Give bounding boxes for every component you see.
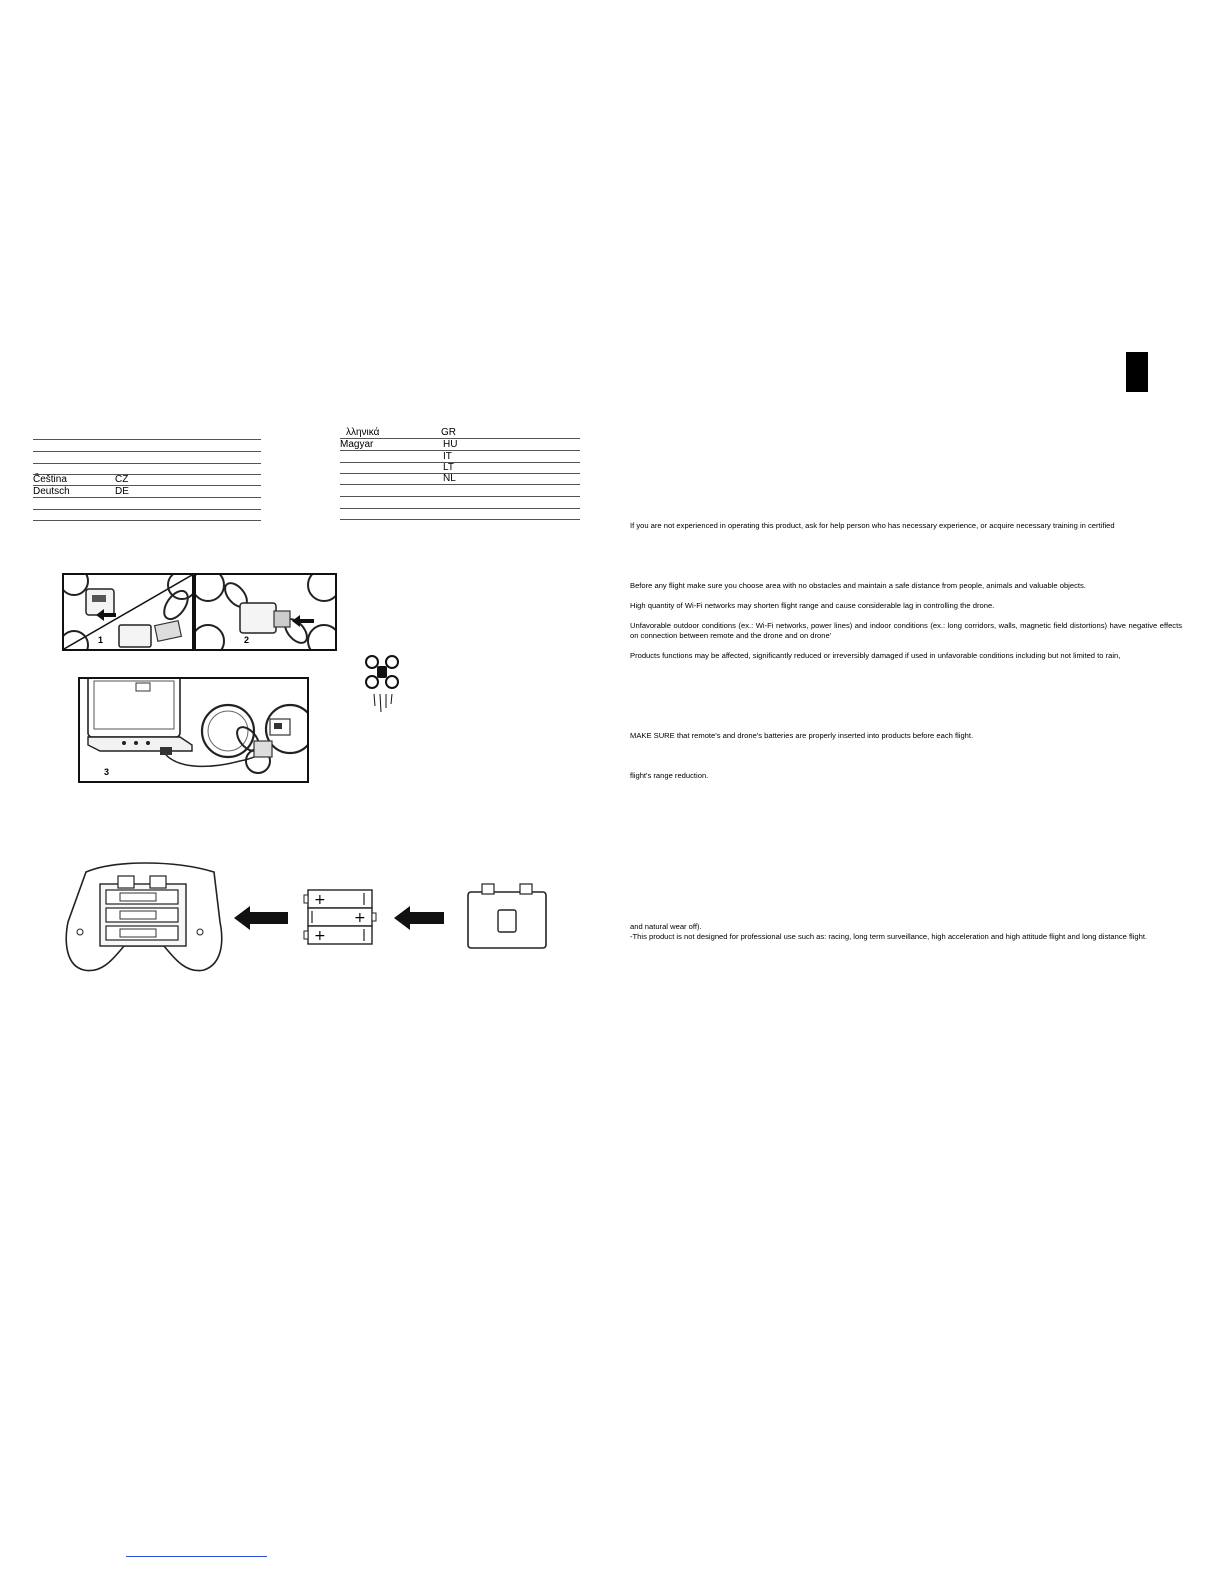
safety-paragraph-1: If you are not experienced in operating this product, ask for help person who has necessary experience, or acquire necessary training in certified: [630, 521, 1115, 530]
language-table-left: [33, 428, 261, 524]
safety-paragraph-3: High quantity of Wi-Fi networks may shorten flight range and cause considerable lag in controlling the drone.: [630, 601, 995, 610]
section-marker: [1126, 352, 1148, 392]
remote-controller-battery-diagram: [64, 862, 554, 974]
drone-battery-diagram-2: [196, 575, 335, 649]
language-row-it: IT: [340, 451, 580, 463]
language-table-right: [340, 427, 580, 523]
figure-step-3-usb-charging: [78, 677, 309, 783]
safety-paragraph-5: Products functions may be affected, significantly reduced or irreversibly damaged if used in unfavorable conditions including but not limited to rain,: [630, 651, 1121, 660]
footer-link-underline[interactable]: [126, 1556, 267, 1557]
laptop-usb-charging-diagram: [80, 679, 307, 781]
safety-paragraph-6: MAKE SURE that remote's and drone's batteries are properly inserted into products before each flight.: [630, 731, 974, 740]
figure-step-1-battery-removal: [62, 573, 194, 651]
language-row-lt: LT: [340, 462, 580, 474]
safety-paragraph-4: Unfavorable outdoor conditions (ex.: Wi-Fi networks, power lines) and indoor conditions (ex.: long corridors, walls, magnetic field distortions) have negative effects on connection between remote and the drone and on drone': [630, 621, 1182, 640]
drone-descending-icon: [364, 652, 400, 718]
svg-text:+: +: [314, 892, 326, 908]
figure-step-2-battery-insertion: [194, 573, 337, 651]
step-1-label: 1: [98, 635, 104, 645]
svg-text:+: +: [354, 910, 366, 926]
step-3-label: 3: [104, 767, 110, 777]
safety-paragraph-2: Before any flight make sure you choose area with no obstacles and maintain a safe distance from people, animals and valuable objects.: [630, 581, 1086, 590]
safety-paragraph-8: and natural wear off).: [630, 922, 702, 931]
step-2-label: 2: [244, 635, 250, 645]
safety-paragraph-9: -This product is not designed for professional use such as: racing, long term surveillance, high acceleration and high attitude flight and long distance flight.: [630, 932, 1148, 941]
language-row-cz: Čeština CZ: [33, 474, 261, 486]
language-row: [340, 485, 580, 497]
drone-battery-diagram-1: [64, 575, 192, 649]
language-row-de: Deutsch DE: [33, 486, 261, 498]
svg-text:+: +: [314, 928, 326, 944]
language-row-hu: Magyar HU: [340, 439, 580, 451]
language-row: [340, 508, 580, 520]
language-row-nl: NL: [340, 473, 580, 485]
safety-paragraph-7: flight's range reduction.: [630, 771, 709, 780]
language-row: [33, 509, 261, 521]
language-row-gr: λληνικά GR: [340, 427, 580, 439]
language-row: [33, 440, 261, 452]
language-row: [33, 428, 261, 440]
